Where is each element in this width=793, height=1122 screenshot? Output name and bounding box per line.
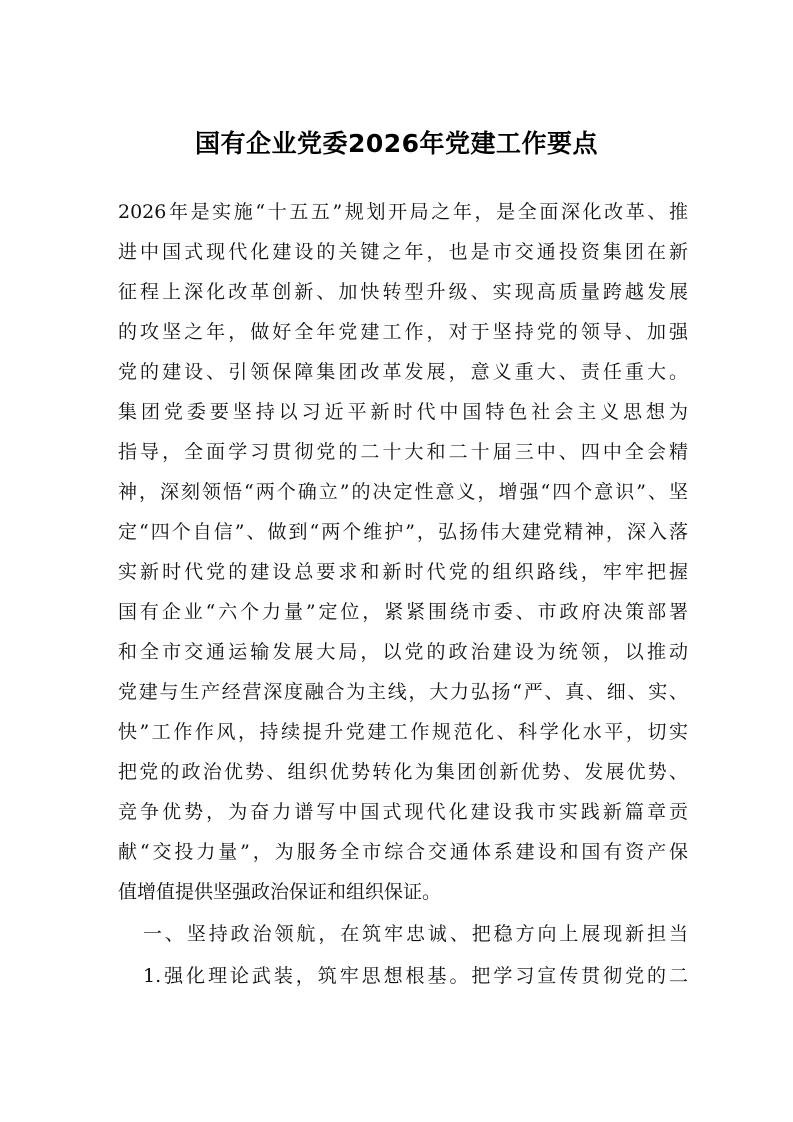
- body-line: 党的建设、引领保障集团改革发展，意义重大、责任重大。: [118, 361, 688, 383]
- body-line: 指导，全面学习贯彻党的二十大和二十届三中、四中全会精: [118, 441, 688, 463]
- body-line: 的攻坚之年，做好全年党建工作，对于坚持党的领导、加强: [118, 321, 688, 343]
- body-line: 党建与生产经营深度融合为主线，大力弘扬“严、真、细、实、: [118, 681, 688, 703]
- body-line: 把党的政治优势、组织优势转化为集团创新优势、发展优势、: [118, 761, 688, 783]
- body-line: 集团党委要坚持以习近平新时代中国特色社会主义思想为: [118, 401, 688, 423]
- body-line: 2026年是实施“十五五”规划开局之年，是全面深化改革、推: [118, 201, 688, 223]
- body-line: 值增值提供坚强政治保证和组织保证。: [118, 881, 442, 903]
- body-line: 定“四个自信”、做到“两个维护”，弘扬伟大建党精神，深入落: [118, 521, 688, 543]
- body-line: 竞争优势，为奋力谱写中国式现代化建设我市实践新篇章贡: [118, 801, 688, 823]
- body-line: 献“交投力量”，为服务全市综合交通体系建设和国有资产保: [118, 841, 688, 863]
- section-heading: 一、坚持政治领航，在筑牢忠诚、把稳方向上展现新担当: [143, 923, 688, 945]
- sub-heading: 1.强化理论武装，筑牢思想根基。把学习宣传贯彻党的二: [143, 965, 688, 987]
- body-line: 实新时代党的建设总要求和新时代党的组织路线，牢牢把握: [118, 561, 688, 583]
- body-line: 国有企业“六个力量”定位，紧紧围绕市委、市政府决策部署: [118, 601, 688, 623]
- body-line: 神，深刻领悟“两个确立”的决定性意义，增强“四个意识”、坚: [118, 481, 688, 503]
- body-line: 进中国式现代化建设的关键之年，也是市交通投资集团在新: [118, 241, 688, 263]
- body-line: 快”工作作风，持续提升党建工作规范化、科学化水平，切实: [118, 721, 688, 743]
- document-title: 国有企业党委2026年党建工作要点: [194, 129, 599, 158]
- body-line: 和全市交通运输发展大局，以党的政治建设为统领，以推动: [118, 641, 688, 663]
- body-line: 征程上深化改革创新、加快转型升级、实现高质量跨越发展: [118, 281, 688, 303]
